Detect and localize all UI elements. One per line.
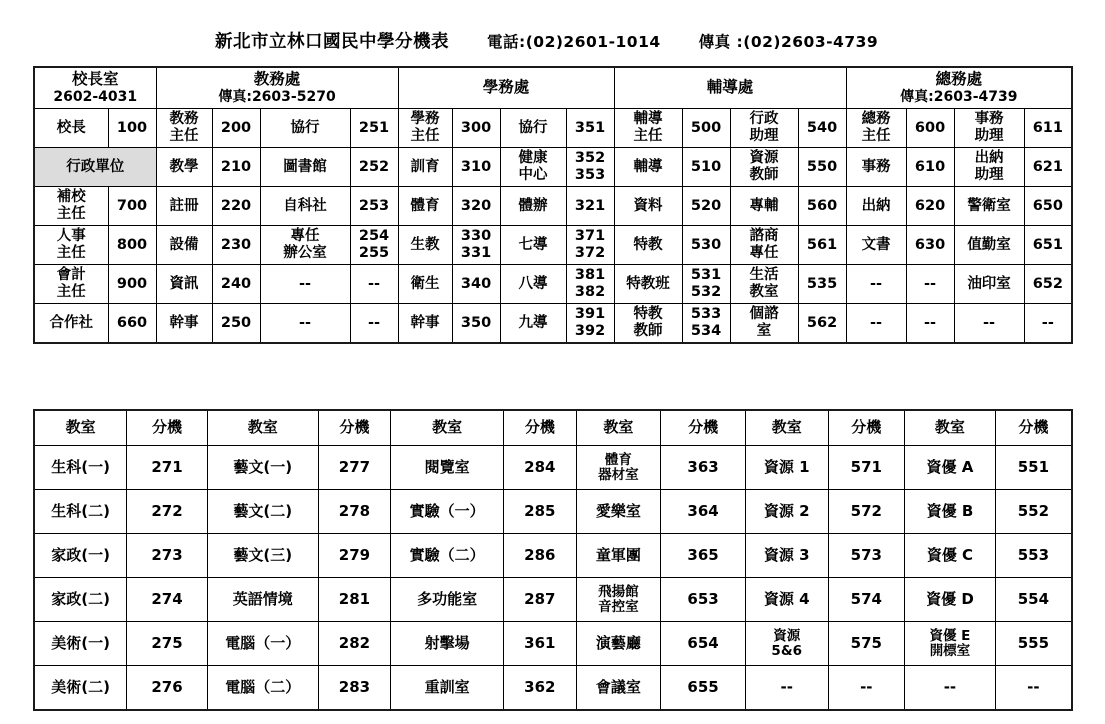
cell-label: 輔導: [614, 148, 682, 187]
cell-extension: 552: [995, 490, 1072, 534]
cell-classroom: 實驗（二）: [391, 534, 504, 578]
column-header: 分機: [661, 410, 746, 446]
cell-classroom: 多功能室: [391, 578, 504, 622]
cell-ext: 220: [212, 187, 260, 226]
cell-extension: --: [995, 666, 1072, 711]
cell-classroom: 資優 E 開標室: [905, 622, 996, 666]
department-extension-table: [33, 66, 1073, 344]
cell-extension: 274: [127, 578, 208, 622]
cell-label: 個諮 室: [730, 304, 798, 344]
cell-label: 警衛室: [954, 187, 1024, 226]
column-header: 分機: [318, 410, 391, 446]
cell-classroom: 資源 4: [745, 578, 828, 622]
column-header: 教室: [34, 410, 127, 446]
cell-extension: 572: [828, 490, 905, 534]
page-title: 新北市立林口國民中學分機表: [215, 32, 449, 52]
cell-extension: 553: [995, 534, 1072, 578]
page-header: [0, 0, 1105, 63]
cell-ext: 391 392: [566, 304, 614, 344]
cell-label: 資訊: [156, 265, 212, 304]
cell-classroom: 重訓室: [391, 666, 504, 711]
cell-extension: 282: [318, 622, 391, 666]
cell-ext: 510: [682, 148, 730, 187]
table-row: [34, 109, 1072, 148]
table-row: [34, 265, 1072, 304]
cell-classroom: 電腦（一）: [207, 622, 318, 666]
cell-ext: 530: [682, 226, 730, 265]
cell-extension: 361: [504, 622, 577, 666]
cell-ext: 900: [108, 265, 156, 304]
cell-classroom: 資優 A: [905, 446, 996, 490]
cell-label: 校長: [34, 109, 108, 148]
cell-label: 事務: [846, 148, 906, 187]
cell-ext: 535: [798, 265, 846, 304]
cell-ext: 240: [212, 265, 260, 304]
cell-classroom: 資源 5&6: [745, 622, 828, 666]
cell-classroom: 藝文(三): [207, 534, 318, 578]
cell-label: --: [846, 265, 906, 304]
cell-label: --: [260, 265, 350, 304]
cell-extension: 653: [661, 578, 746, 622]
cell-ext: --: [350, 304, 398, 344]
cell-extension: 554: [995, 578, 1072, 622]
cell-extension: 278: [318, 490, 391, 534]
cell-classroom: 飛揚館 音控室: [576, 578, 661, 622]
table-row-headers: [34, 410, 1072, 446]
cell-classroom: 藝文(二): [207, 490, 318, 534]
cell-label: 衛生: [398, 265, 452, 304]
column-header: 教室: [745, 410, 828, 446]
cell-label: 特教 教師: [614, 304, 682, 344]
cell-label: 出納: [846, 187, 906, 226]
cell-label: 自科社: [260, 187, 350, 226]
cell-ext: 550: [798, 148, 846, 187]
cell-extension: 285: [504, 490, 577, 534]
cell-label: 註冊: [156, 187, 212, 226]
cell-label: 八導: [500, 265, 566, 304]
cell-classroom: 資源 3: [745, 534, 828, 578]
cell-label: 幹事: [398, 304, 452, 344]
cell-extension: 287: [504, 578, 577, 622]
cell-label: 出納 助理: [954, 148, 1024, 187]
column-header: 教室: [576, 410, 661, 446]
cell-label: 訓育: [398, 148, 452, 187]
cell-label: 學務 主任: [398, 109, 452, 148]
cell-ext: 651: [1024, 226, 1072, 265]
cell-classroom: 童軍團: [576, 534, 661, 578]
cell-extension: 654: [661, 622, 746, 666]
header-fax: 傳真 :(02)2603-4739: [698, 33, 879, 51]
cell-ext: 540: [798, 109, 846, 148]
cell-extension: 272: [127, 490, 208, 534]
cell-label: 事務 助理: [954, 109, 1024, 148]
cell-classroom: 美術(一): [34, 622, 127, 666]
cell-ext: 800: [108, 226, 156, 265]
cell-label: 教學: [156, 148, 212, 187]
column-header: 分機: [127, 410, 208, 446]
column-header: 分機: [828, 410, 905, 446]
cell-ext: 230: [212, 226, 260, 265]
cell-extension: 279: [318, 534, 391, 578]
cell-ext: 252: [350, 148, 398, 187]
cell-label: 圖書館: [260, 148, 350, 187]
cell-classroom: 愛樂室: [576, 490, 661, 534]
cell-label: 值勤室: [954, 226, 1024, 265]
header-phone: 電話:(02)2601-1014: [487, 33, 661, 51]
cell-classroom: 英語情境: [207, 578, 318, 622]
cell-ext: 561: [798, 226, 846, 265]
cell-ext: --: [906, 304, 954, 344]
column-header: 教室: [905, 410, 996, 446]
cell-label: 協行: [500, 109, 566, 148]
cell-label: 幹事: [156, 304, 212, 344]
cell-ext: 620: [906, 187, 954, 226]
cell-classroom: 會議室: [576, 666, 661, 711]
cell-label: 特教: [614, 226, 682, 265]
cell-extension: 283: [318, 666, 391, 711]
cell-label: 九導: [500, 304, 566, 344]
cell-label: --: [954, 304, 1024, 344]
cell-extension: --: [828, 666, 905, 711]
dept-header-academic: 教務處 傳真:2603-5270: [156, 67, 398, 109]
cell-extension: 575: [828, 622, 905, 666]
cell-classroom: --: [745, 666, 828, 711]
cell-ext: 560: [798, 187, 846, 226]
classroom-extension-table: [33, 409, 1073, 711]
cell-classroom: 資優 C: [905, 534, 996, 578]
cell-extension: 284: [504, 446, 577, 490]
cell-classroom: 家政(二): [34, 578, 127, 622]
cell-classroom: 生科(二): [34, 490, 127, 534]
cell-label: 專任 辦公室: [260, 226, 350, 265]
cell-label: 總務 主任: [846, 109, 906, 148]
classroom-table-body: [34, 446, 1072, 711]
cell-extension: 362: [504, 666, 577, 711]
column-header: 教室: [207, 410, 318, 446]
cell-ext: 700: [108, 187, 156, 226]
cell-classroom: 演藝廳: [576, 622, 661, 666]
cell-label: 協行: [260, 109, 350, 148]
cell-label: 專輔: [730, 187, 798, 226]
column-header: 分機: [995, 410, 1072, 446]
cell-ext: 533 534: [682, 304, 730, 344]
cell-ext: 320: [452, 187, 500, 226]
cell-extension: 276: [127, 666, 208, 711]
cell-label: 生活 教室: [730, 265, 798, 304]
table-row: [34, 534, 1072, 578]
cell-extension: 281: [318, 578, 391, 622]
cell-label: 健康 中心: [500, 148, 566, 187]
cell-classroom: 資優 B: [905, 490, 996, 534]
cell-ext: 310: [452, 148, 500, 187]
cell-extension: 551: [995, 446, 1072, 490]
cell-ext: 610: [906, 148, 954, 187]
cell-ext: 500: [682, 109, 730, 148]
cell-label: 文書: [846, 226, 906, 265]
dept-header-counseling: 輔導處: [614, 67, 846, 109]
cell-ext: 650: [1024, 187, 1072, 226]
cell-label: 人事 主任: [34, 226, 108, 265]
table-row-dept-headers: [34, 67, 1072, 109]
cell-ext: 600: [906, 109, 954, 148]
cell-classroom: --: [905, 666, 996, 711]
cell-classroom: 藝文(一): [207, 446, 318, 490]
cell-extension: 655: [661, 666, 746, 711]
cell-section-label-admin: 行政單位: [34, 148, 156, 187]
cell-ext: 200: [212, 109, 260, 148]
cell-extension: 273: [127, 534, 208, 578]
cell-ext: 611: [1024, 109, 1072, 148]
cell-ext: 321: [566, 187, 614, 226]
cell-ext: 300: [452, 109, 500, 148]
cell-extension: 573: [828, 534, 905, 578]
cell-ext: 520: [682, 187, 730, 226]
department-extension-table-wrap: [33, 66, 1073, 344]
cell-ext: 254 255: [350, 226, 398, 265]
cell-ext: 352 353: [566, 148, 614, 187]
cell-ext: 630: [906, 226, 954, 265]
cell-ext: 562: [798, 304, 846, 344]
cell-extension: 574: [828, 578, 905, 622]
cell-classroom: 射擊場: [391, 622, 504, 666]
cell-ext: 350: [452, 304, 500, 344]
cell-classroom: 資源 2: [745, 490, 828, 534]
cell-label: 設備: [156, 226, 212, 265]
cell-extension: 571: [828, 446, 905, 490]
cell-ext: 621: [1024, 148, 1072, 187]
cell-ext: 351: [566, 109, 614, 148]
cell-classroom: 資源 1: [745, 446, 828, 490]
cell-classroom: 閱覽室: [391, 446, 504, 490]
cell-label: 會計 主任: [34, 265, 108, 304]
dept-header-general-affairs: 總務處 傳真:2603-4739: [846, 67, 1072, 109]
cell-label: --: [260, 304, 350, 344]
table-row: [34, 490, 1072, 534]
table-row: [34, 226, 1072, 265]
cell-label: 輔導 主任: [614, 109, 682, 148]
column-header: 教室: [391, 410, 504, 446]
cell-ext: 253: [350, 187, 398, 226]
cell-classroom: 家政(一): [34, 534, 127, 578]
cell-ext: --: [1024, 304, 1072, 344]
cell-ext: 660: [108, 304, 156, 344]
table-row: [34, 187, 1072, 226]
table-row: [34, 622, 1072, 666]
cell-ext: 652: [1024, 265, 1072, 304]
cell-extension: 365: [661, 534, 746, 578]
cell-label: 行政 助理: [730, 109, 798, 148]
cell-label: 資料: [614, 187, 682, 226]
cell-label: 特教班: [614, 265, 682, 304]
table-row: [34, 446, 1072, 490]
cell-ext: 251: [350, 109, 398, 148]
cell-extension: 363: [661, 446, 746, 490]
cell-classroom: 電腦（二）: [207, 666, 318, 711]
cell-label: 資源 教師: [730, 148, 798, 187]
cell-extension: 364: [661, 490, 746, 534]
cell-label: 生教: [398, 226, 452, 265]
cell-label: 體辦: [500, 187, 566, 226]
cell-label: 油印室: [954, 265, 1024, 304]
cell-extension: 277: [318, 446, 391, 490]
dept-header-student: 學務處: [398, 67, 614, 109]
cell-label: 補校 主任: [34, 187, 108, 226]
table-row: [34, 666, 1072, 711]
cell-classroom: 美術(二): [34, 666, 127, 711]
cell-ext: --: [350, 265, 398, 304]
cell-ext: 340: [452, 265, 500, 304]
cell-classroom: 生科(一): [34, 446, 127, 490]
cell-label: 教務 主任: [156, 109, 212, 148]
classroom-extension-table-wrap: [33, 409, 1073, 711]
cell-label: 合作社: [34, 304, 108, 344]
cell-ext: 371 372: [566, 226, 614, 265]
cell-ext: 210: [212, 148, 260, 187]
column-header: 分機: [504, 410, 577, 446]
cell-extension: 271: [127, 446, 208, 490]
table-row: [34, 304, 1072, 344]
cell-ext: 531 532: [682, 265, 730, 304]
cell-classroom: 實驗（一）: [391, 490, 504, 534]
cell-ext: --: [906, 265, 954, 304]
cell-label: 體育: [398, 187, 452, 226]
cell-extension: 555: [995, 622, 1072, 666]
cell-classroom: 資優 D: [905, 578, 996, 622]
cell-ext: 250: [212, 304, 260, 344]
cell-extension: 286: [504, 534, 577, 578]
table-row: [34, 578, 1072, 622]
cell-label: 七導: [500, 226, 566, 265]
cell-ext: 100: [108, 109, 156, 148]
cell-label: 諮商 專任: [730, 226, 798, 265]
cell-ext: 330 331: [452, 226, 500, 265]
cell-classroom: 體育 器材室: [576, 446, 661, 490]
cell-label: --: [846, 304, 906, 344]
cell-extension: 275: [127, 622, 208, 666]
dept-header-principal: 校長室 2602-4031: [34, 67, 156, 109]
cell-ext: 381 382: [566, 265, 614, 304]
table-row: [34, 148, 1072, 187]
